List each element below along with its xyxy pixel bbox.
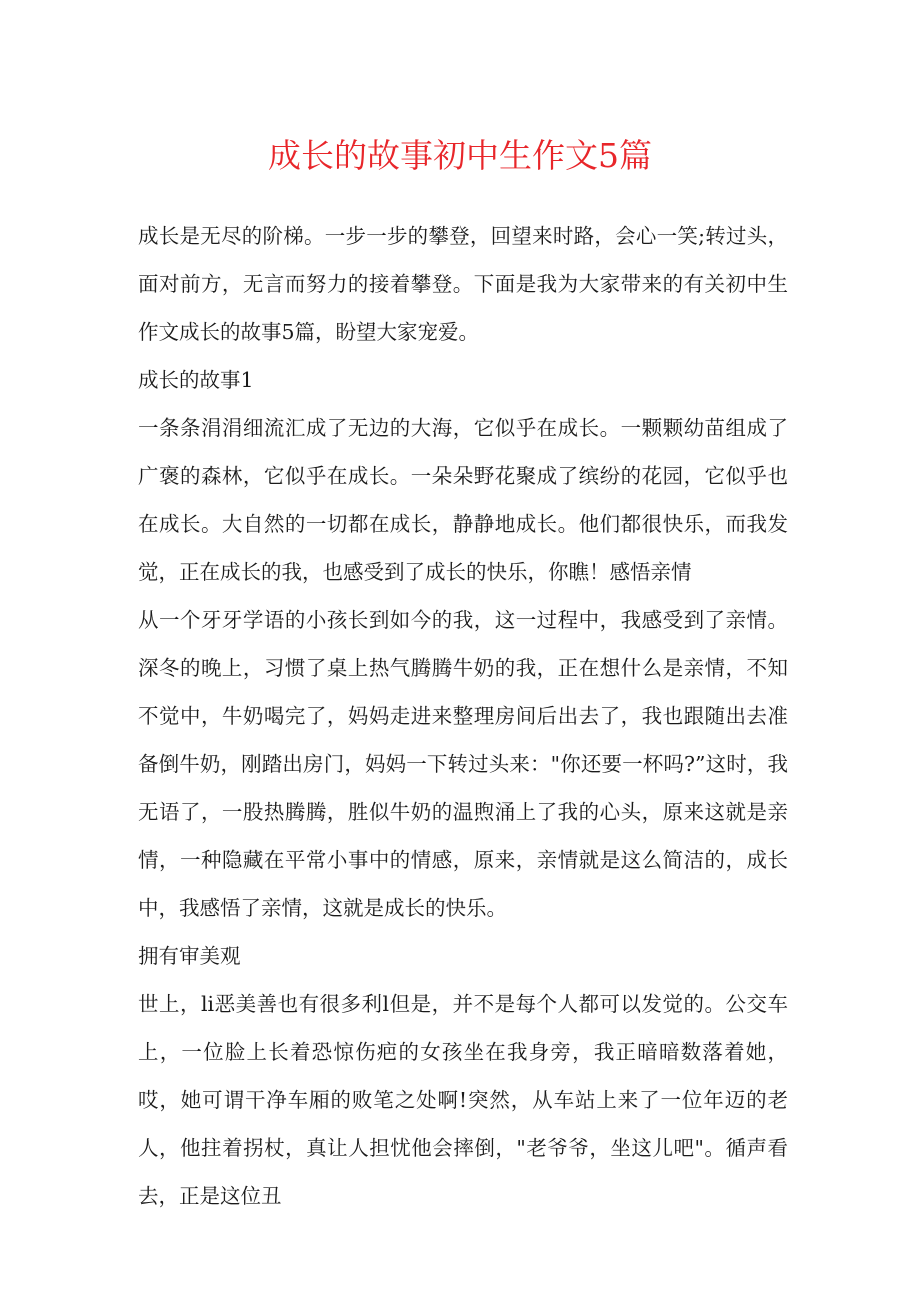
document-body [138, 212, 788, 1220]
document-title: 成长的故事初中生作文5篇 [268, 136, 652, 175]
section-heading-2: 拥有审美观 [138, 944, 241, 968]
intro-paragraph: 成长是无尽的阶梯。一步一步的攀登，回望来时路，会心一笑;转过头，面对前方，无言而努力的接着攀登。下面是我为大家带来的有关初中生作文成长的故事5篇，盼望大家宠爱。 [138, 224, 788, 344]
section-1-paragraph-2: 从一个牙牙学语的小孩长到如今的我，这一过程中，我感受到了亲情。深冬的晚上，习惯了桌上热气腾腾牛奶的我，正在想什么是亲情，不知不觉中，牛奶喝完了，妈妈走进来整理房间后出去了，我也跟随出去准备倒牛奶，刚踏出房门，妈妈一下转过头来："你还要一杯吗?”这时，我无语了，一股热腾腾，胜似牛奶的温煦涌上了我的心头，原来这就是亲情，一种隐藏在平常小事中的情感，原来，亲情就是这么简洁的，成长中，我感悟了亲情，这就是成长的快乐。 [138, 608, 788, 920]
section-heading-1: 成长的故事1 [138, 368, 254, 392]
section-2-paragraph-1: 世上，li恶美善也有很多利l但是，并不是每个人都可以发觉的。公交车上，一位脸上长着恐惊伤疤的女孩坐在我身旁，我正暗暗数落着她，哎，她可谓干净车厢的败笔之处啊!突然，从车站上来了一位年迈的老人，他拄着拐杖，真让人担忧他会摔倒，"老爷爷，坐这儿吧"。循声看去，正是这位丑 [138, 992, 788, 1208]
section-1-paragraph-1: 一条条涓涓细流汇成了无边的大海，它似乎在成长。一颗颗幼苗组成了广褒的森林，它似乎在成长。一朵朵野花聚成了缤纷的花园，它似乎也在成长。大自然的一切都在成长，静静地成长。他们都很快乐，而我发觉，正在成长的我，也感受到了成长的快乐，你瞧！感悟亲情 [138, 416, 788, 584]
